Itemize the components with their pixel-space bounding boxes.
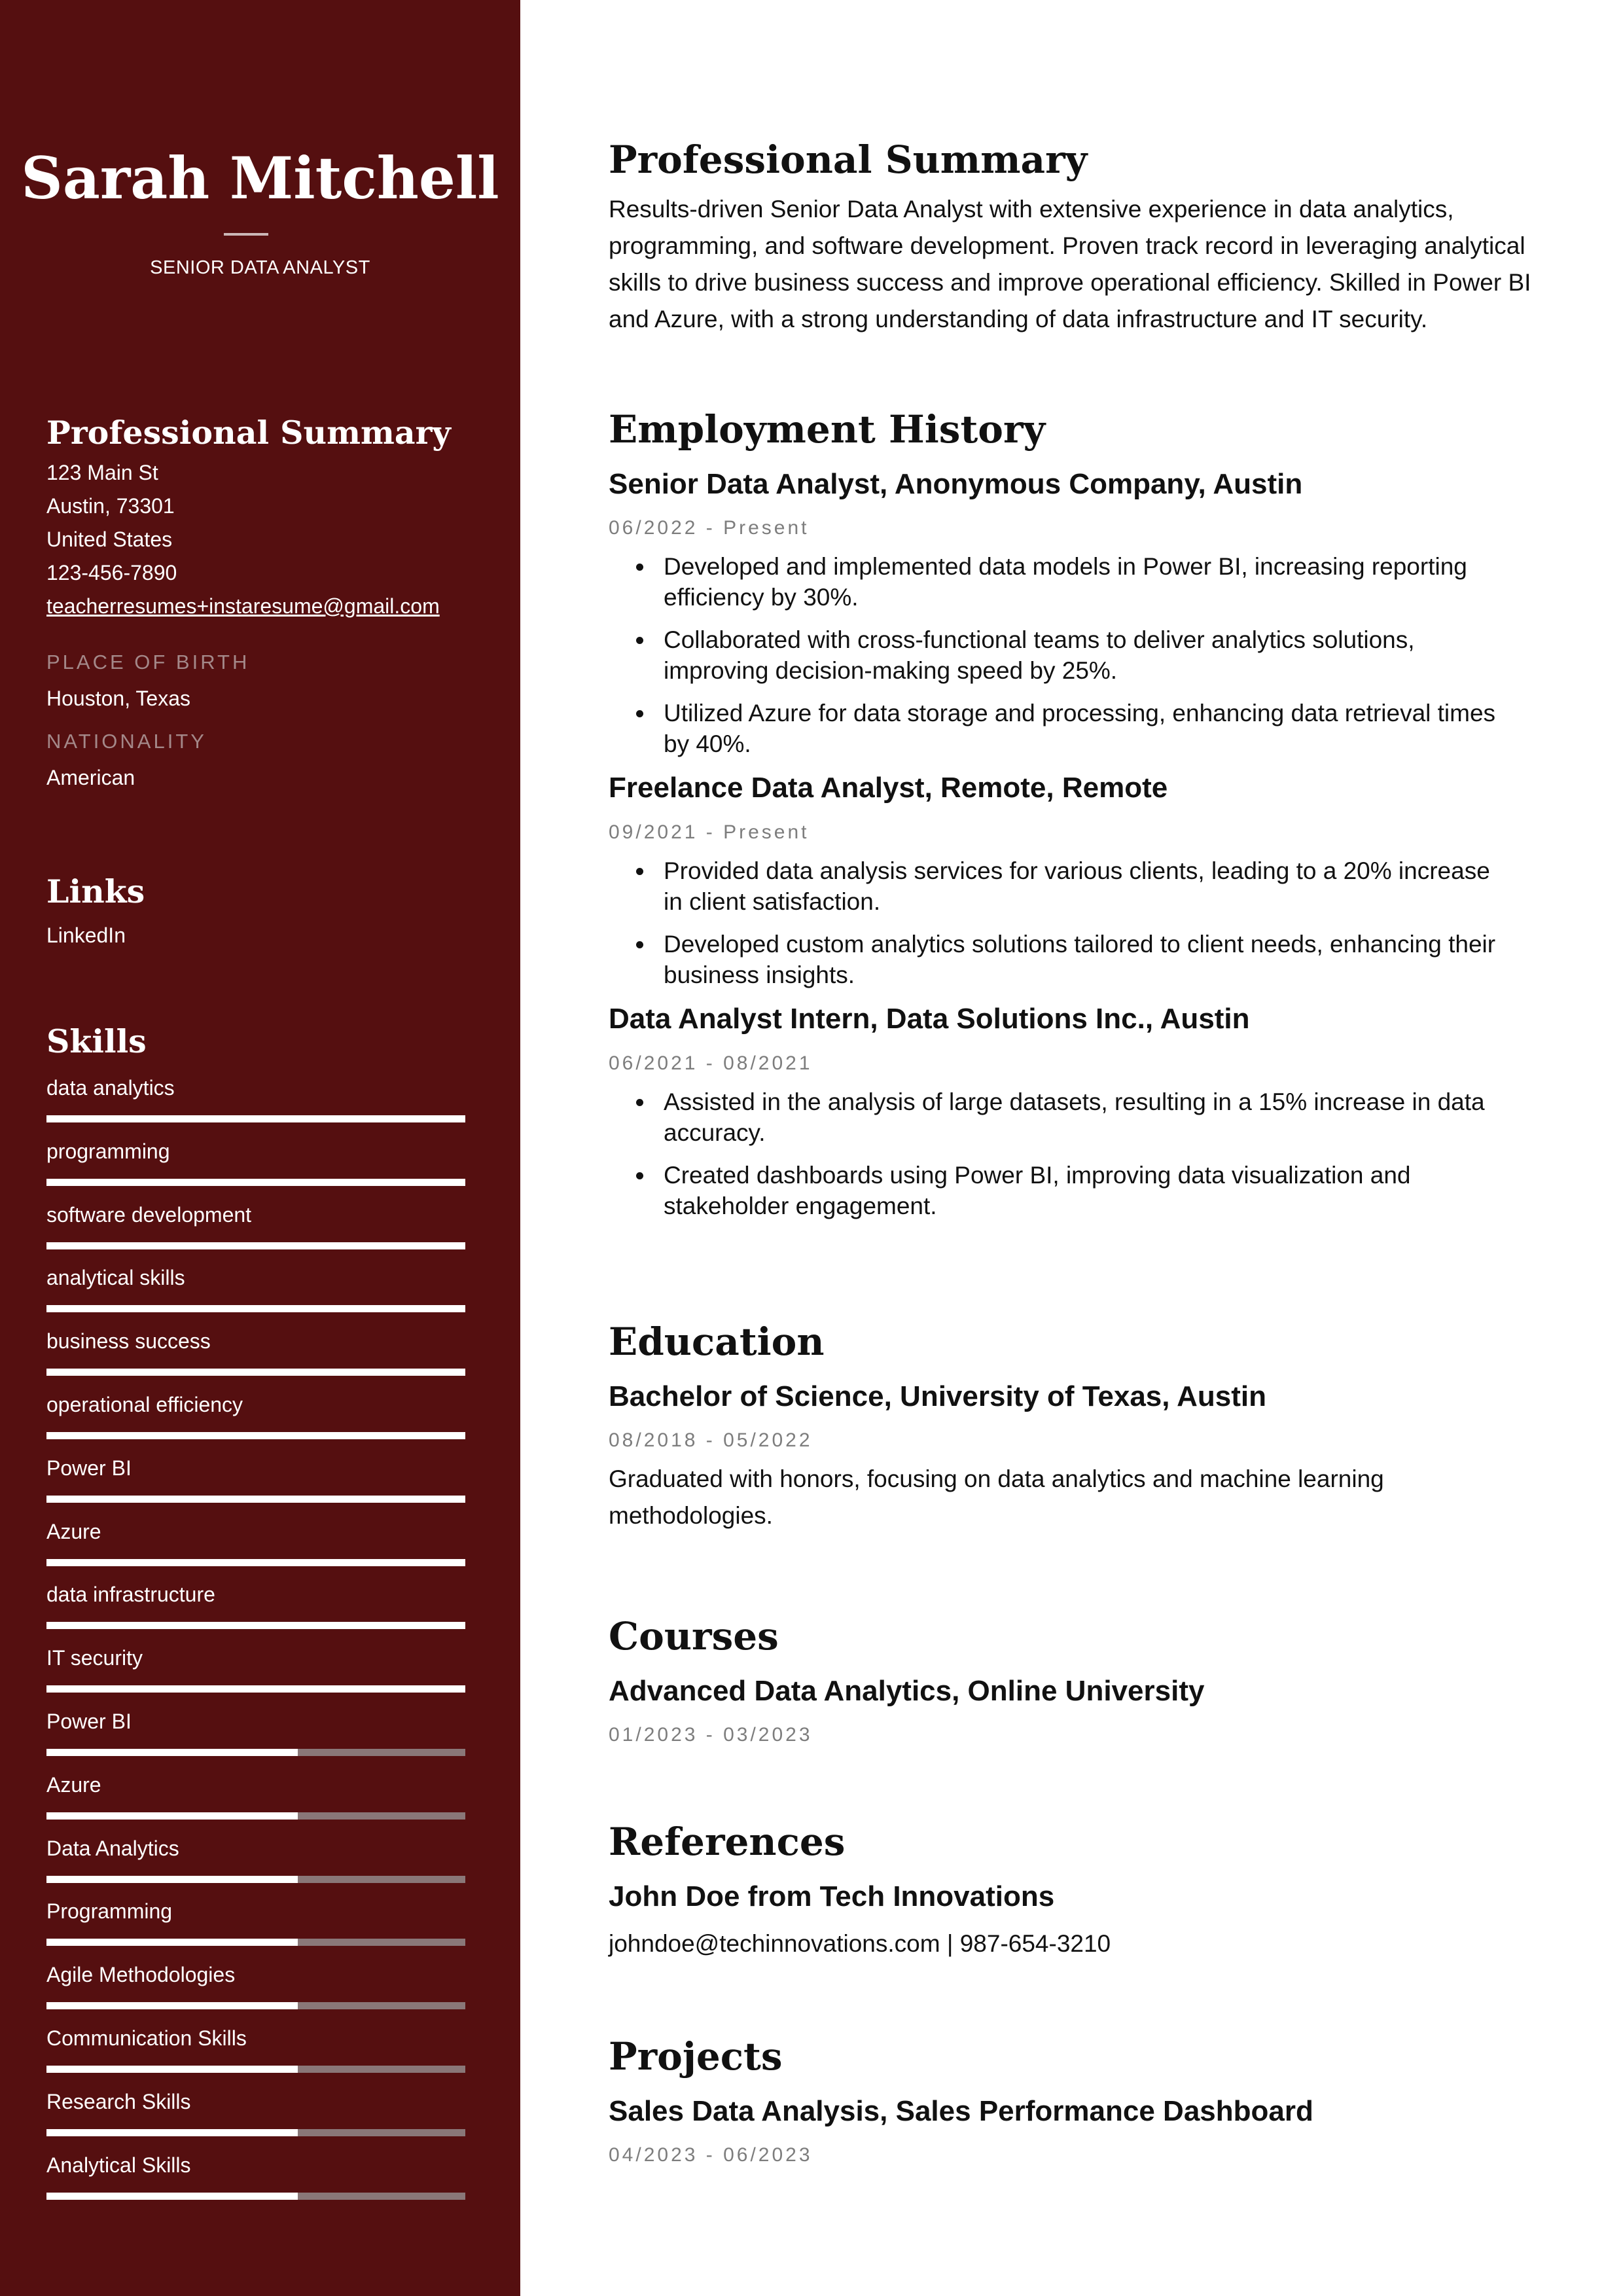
skill-item <box>46 1265 465 1291</box>
references-section <box>609 1820 1538 1962</box>
skill-name: Research Skills <box>46 2090 191 2113</box>
course-dates: 01/2023 - 03/2023 <box>609 1724 813 1746</box>
education-title: Bachelor of Science, University of Texas, Austin <box>609 1380 1266 1412</box>
candidate-name: Sarah Mitchell <box>21 144 499 212</box>
email-link[interactable]: teacherresumes+instaresume@gmail.com <box>46 594 440 618</box>
skill-level-bar <box>46 1179 465 1186</box>
project-title: Sales Data Analysis, Sales Performance Dashboard <box>609 2094 1313 2127</box>
job-bullet: Collaborated with cross-functional teams to deliver analytics solutions, improving decision-making speed by 25%. <box>664 624 1538 686</box>
job-bullet: Developed and implemented data models in Power BI, increasing reporting efficiency by 30%. <box>664 551 1538 613</box>
sidebar <box>0 0 520 2296</box>
address-line: 123 Main St <box>46 460 158 484</box>
job-entry <box>609 467 1538 760</box>
skill-name: Analytical Skills <box>46 2153 191 2177</box>
job-bullet: Provided data analysis services for various clients, leading to a 20% increase in client satisfaction. <box>664 855 1538 917</box>
skill-level-fill <box>46 1939 298 1946</box>
skill-level-bar <box>46 1369 465 1376</box>
skill-level-bar <box>46 1622 465 1629</box>
nationality: American <box>46 765 135 789</box>
education-text: Graduated with honors, focusing on data analytics and machine learning methodologies. <box>609 1465 1384 1530</box>
projects-heading: Projects <box>609 2034 783 2079</box>
skill-level-bar <box>46 1115 465 1122</box>
skill-name: IT security <box>46 1646 143 1670</box>
skill-item <box>46 1581 465 1607</box>
skill-name: Azure <box>46 1773 101 1797</box>
skill-level-fill <box>46 1496 465 1503</box>
skill-level-bar <box>46 1812 465 1820</box>
skill-item <box>46 1391 465 1418</box>
skill-level-bar <box>46 2066 465 2073</box>
nationality-label: NATIONALITY <box>46 729 207 753</box>
skills-heading: Skills <box>46 1022 147 1060</box>
skill-level-fill <box>46 1242 465 1249</box>
skill-name: Communication Skills <box>46 2026 247 2050</box>
reference-contact: johndoe@techinnovations.com | 987-654-3210 <box>609 1930 1111 1958</box>
skill-level-bar <box>46 1749 465 1756</box>
education-dates: 08/2018 - 05/2022 <box>609 1429 813 1452</box>
skill-level-fill <box>46 1812 298 1820</box>
address-line: Austin, 73301 <box>46 493 175 518</box>
skill-item <box>46 1138 465 1164</box>
skill-item <box>46 1835 465 1861</box>
job-title-company: Data Analyst Intern, Data Solutions Inc., Austin <box>609 1003 1250 1035</box>
courses-heading: Courses <box>609 1614 779 1659</box>
job-bullet: Developed custom analytics solutions tailored to client needs, enhancing their business insights. <box>664 929 1538 990</box>
skill-level-fill <box>46 2002 298 2009</box>
skill-item <box>46 1518 465 1545</box>
skill-name: Azure <box>46 1520 101 1543</box>
skill-name: analytical skills <box>46 1266 185 1289</box>
skill-level-bar <box>46 2129 465 2136</box>
skill-name: Programming <box>46 1899 173 1923</box>
skill-level-bar <box>46 1496 465 1503</box>
skill-level-fill <box>46 1749 298 1756</box>
skill-level-bar <box>46 2002 465 2009</box>
main-content <box>609 0 1538 2296</box>
skill-level-fill <box>46 1685 465 1693</box>
skills-section <box>46 1022 465 1061</box>
job-title-company: Senior Data Analyst, Anonymous Company, Austin <box>609 467 1303 500</box>
references-heading: References <box>609 1820 846 1864</box>
skill-item <box>46 1328 465 1354</box>
courses-section <box>609 1614 1538 1746</box>
place-of-birth-label: PLACE OF BIRTH <box>46 650 250 673</box>
skill-item <box>46 1898 465 1924</box>
name-divider <box>224 233 268 236</box>
job-bullets <box>609 855 1538 990</box>
skill-name: programming <box>46 1139 170 1163</box>
job-entry <box>609 771 1538 990</box>
education-section <box>609 1319 1538 1534</box>
skill-level-bar <box>46 1242 465 1249</box>
address-line: United States <box>46 527 173 551</box>
skill-item <box>46 1075 465 1101</box>
skill-level-fill <box>46 1369 465 1376</box>
skill-item <box>46 1202 465 1228</box>
employment-section <box>609 407 1538 1233</box>
job-entry <box>609 1002 1538 1221</box>
summary-heading: Professional Summary <box>609 137 1088 182</box>
summary-text: Results-driven Senior Data Analyst with extensive experience in data analytics, programming, and software development. Proven track record in leveraging analytical skills to drive business success and improve operational efficiency. Skilled in Power BI and Azure, with a strong understanding of data infrastructure and IT security. <box>609 195 1531 332</box>
education-heading: Education <box>609 1319 825 1364</box>
skill-level-fill <box>46 1559 465 1566</box>
skill-name: Agile Methodologies <box>46 1963 236 1986</box>
skill-level-bar <box>46 1876 465 1883</box>
employment-heading: Employment History <box>609 407 1046 452</box>
skill-level-bar <box>46 1939 465 1946</box>
details-heading: Professional Summary <box>46 414 451 452</box>
skill-level-bar <box>46 1685 465 1693</box>
links-heading: Links <box>46 872 145 910</box>
skill-name: business success <box>46 1329 211 1353</box>
skill-name: Data Analytics <box>46 1837 179 1860</box>
skill-name: software development <box>46 1203 252 1227</box>
skill-name: Power BI <box>46 1456 132 1480</box>
phone-number: 123-456-7890 <box>46 560 177 584</box>
skill-level-fill <box>46 1179 465 1186</box>
skill-name: data analytics <box>46 1076 175 1100</box>
skill-level-bar <box>46 1305 465 1312</box>
skill-level-fill <box>46 2129 298 2136</box>
skill-name: operational efficiency <box>46 1393 243 1416</box>
job-bullets <box>609 551 1538 759</box>
skill-level-bar <box>46 1559 465 1566</box>
skill-level-bar <box>46 1432 465 1439</box>
skill-level-fill <box>46 1305 465 1312</box>
linkedin-link[interactable]: LinkedIn <box>46 923 126 947</box>
project-dates: 04/2023 - 06/2023 <box>609 2144 813 2166</box>
skill-level-fill <box>46 1432 465 1439</box>
skill-item <box>46 1708 465 1734</box>
job-bullet: Created dashboards using Power BI, improving data visualization and stakeholder engagement. <box>664 1160 1538 1221</box>
skill-name: Power BI <box>46 1710 132 1733</box>
job-dates: 09/2021 - Present <box>609 821 810 844</box>
course-title: Advanced Data Analytics, Online University <box>609 1674 1205 1707</box>
job-title: SENIOR DATA ANALYST <box>150 257 370 278</box>
summary-section <box>609 137 1538 338</box>
skill-level-fill <box>46 2066 298 2073</box>
job-dates: 06/2022 - Present <box>609 517 810 539</box>
place-of-birth: Houston, Texas <box>46 686 190 710</box>
reference-name: John Doe from Tech Innovations <box>609 1880 1055 1912</box>
links-section <box>46 872 465 952</box>
skill-item <box>46 1455 465 1481</box>
job-bullet: Assisted in the analysis of large datasets, resulting in a 15% increase in data accuracy. <box>664 1086 1538 1148</box>
job-dates: 06/2021 - 08/2021 <box>609 1052 813 1074</box>
skill-level-fill <box>46 1115 465 1122</box>
skill-item <box>46 2089 465 2115</box>
job-title-company: Freelance Data Analyst, Remote, Remote <box>609 772 1168 804</box>
job-bullets <box>609 1086 1538 1221</box>
skill-level-bar <box>46 2193 465 2200</box>
skill-level-fill <box>46 1876 298 1883</box>
skill-level-fill <box>46 1622 465 1629</box>
skill-level-fill <box>46 2193 298 2200</box>
skill-item <box>46 1772 465 1798</box>
skill-item <box>46 1645 465 1671</box>
skill-item <box>46 2152 465 2178</box>
job-bullet: Utilized Azure for data storage and processing, enhancing data retrieval times by 40%. <box>664 698 1538 759</box>
details-section <box>46 414 465 795</box>
skill-name: data infrastructure <box>46 1583 215 1606</box>
skill-item <box>46 1962 465 1988</box>
skill-item <box>46 2025 465 2051</box>
projects-section <box>609 2034 1538 2166</box>
